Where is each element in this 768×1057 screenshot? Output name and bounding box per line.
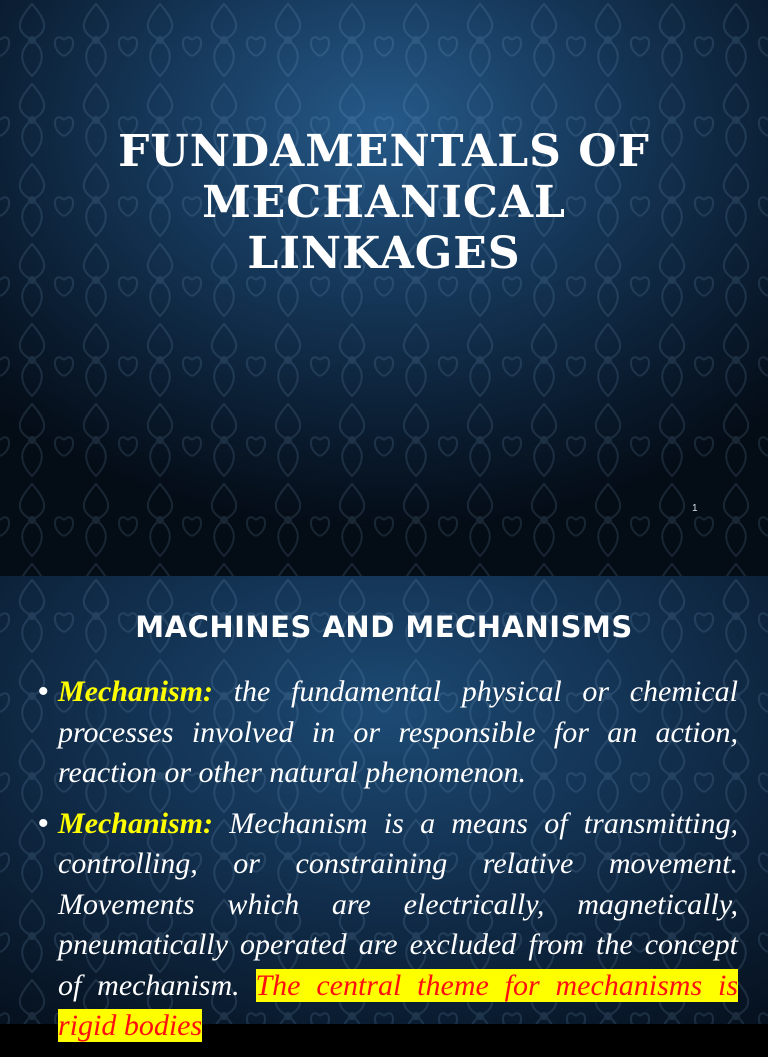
title-line-2: MECHANICAL (202, 177, 566, 228)
bullet-list (38, 672, 738, 1057)
title-line-1: FUNDAMENTALS OF (118, 126, 650, 177)
title-line-3: LINKAGES (247, 228, 521, 279)
slide-title (0, 126, 768, 279)
content-slide (0, 576, 768, 1042)
bullet-dot-icon: • (38, 806, 49, 840)
highlighted-text: The central theme for mechanisms is rigid bodies (58, 968, 738, 1042)
bullet-term: Mechanism: (58, 675, 214, 708)
bullet-dot-icon: • (38, 675, 49, 708)
bullet-text: Mechanism is a means of transmitting, controlling, or constraining relative movement. Movements which are electrically, magnetically, pneumatically operated are excluded from the concept of mechanism. (58, 806, 738, 1002)
bullet-term: Mechanism: (58, 806, 214, 840)
bullet-text: the fundamental physical or chemical processes involved in or responsible for an action, reaction or other natural phenomenon. (58, 675, 738, 789)
slide-heading: MACHINES AND MECHANISMS (135, 610, 633, 644)
bullet-item-1 (38, 672, 738, 794)
bullet-item-2 (38, 804, 738, 1047)
page-number: 1 (692, 503, 698, 514)
